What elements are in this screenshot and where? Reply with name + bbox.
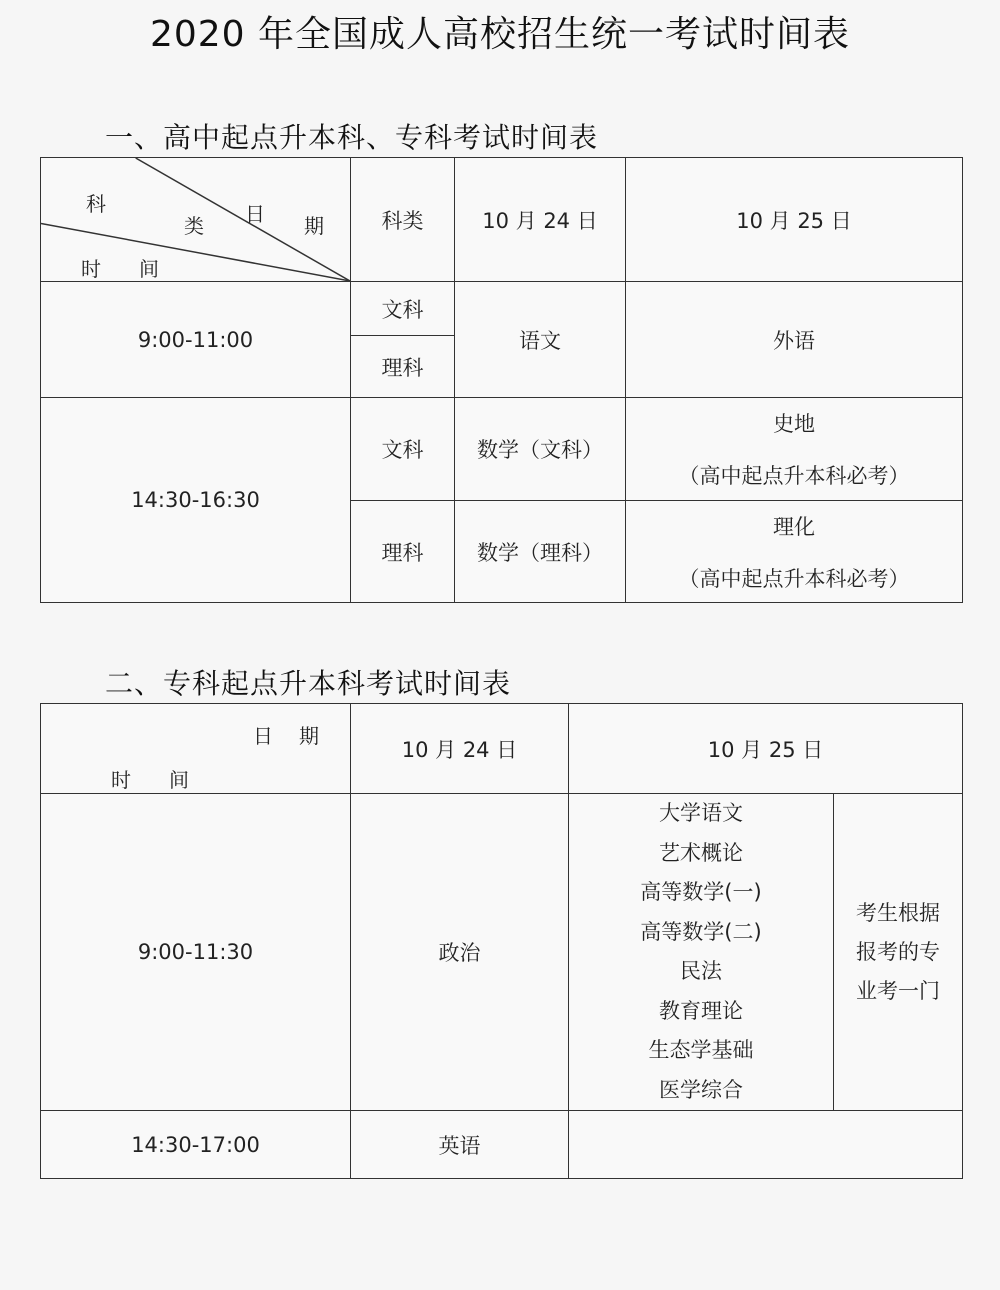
corner-label-ri: 日 [245,202,265,226]
corner-label-jian: 间 [139,257,159,281]
note-line: 报考的专 [856,939,940,964]
table1-corner-cell [41,158,351,282]
afternoon-oct25-wen [626,398,963,501]
table1-morning-row-a [41,282,963,336]
table2-corner-cell [41,704,351,794]
afternoon-oct24-li: 数学（理科） [455,501,626,603]
t2-morning-time: 9:00-11:30 [41,794,351,1111]
section2-heading: 二、专科起点升本科考试时间表 [105,667,512,700]
subject-list-item: 高等数学(一) [640,880,762,904]
morning-time: 9:00-11:00 [41,282,351,398]
morning-category-li: 理科 [351,336,455,398]
afternoon-oct24-wen: 数学（文科） [455,398,626,501]
morning-category-wen: 文科 [351,282,455,336]
corner2-label-ri: 日 [253,724,273,748]
subject-list-item: 生态学基础 [648,1038,754,1062]
afternoon-oct25-li [626,501,963,603]
subject-list-item: 民法 [680,959,722,983]
corner-label-lei: 类 [184,214,204,238]
subject-list-item: 教育理论 [659,998,743,1023]
table2-afternoon-row [41,1111,963,1179]
t2-morning-note [834,794,963,1111]
corner2-label-qi: 期 [299,724,319,748]
page-title: 2020 年全国成人高校招生统一考试时间表 [149,14,851,55]
note-line: 业考一门 [856,978,940,1003]
subject-list-item: 高等数学(二) [640,919,762,944]
schedule-table-1 [40,157,963,603]
t2-afternoon-oct24-subject: 英语 [351,1111,569,1179]
header-date-oct24: 10 月 24 日 [455,158,626,282]
afternoon-oct25-wen-subject: 史地 [773,412,815,436]
subject-list-item: 大学语文 [659,801,743,825]
corner-label-ke: 科 [86,192,106,216]
table2-morning-row [41,794,963,1111]
morning-oct25-subject: 外语 [626,282,963,398]
t2-header-date-oct25: 10 月 25 日 [569,704,963,794]
afternoon-time: 14:30-16:30 [41,398,351,603]
corner2-label-shi: 时 [111,768,131,792]
header-date-oct25: 10 月 25 日 [626,158,963,282]
subject-list-item: 艺术概论 [659,840,743,865]
section1-heading: 一、高中起点升本科、专科考试时间表 [105,121,599,154]
table2-header-row [41,704,963,794]
afternoon-oct25-li-subject: 理化 [773,514,815,539]
subject-list-item: 医学综合 [659,1077,743,1102]
note-line: 考生根据 [856,900,940,925]
table1-afternoon-row-wen [41,398,963,501]
afternoon-category-wen: 文科 [351,398,455,501]
t2-morning-subject-list [569,794,834,1111]
corner-label-shi: 时 [81,257,101,281]
afternoon-oct25-li-note: （高中起点升本科必考） [678,566,910,591]
table1-header-row [41,158,963,282]
afternoon-category-li: 理科 [351,501,455,603]
t2-header-date-oct24: 10 月 24 日 [351,704,569,794]
corner-label-qi: 期 [304,214,324,238]
morning-oct24-subject: 语文 [455,282,626,398]
t2-morning-oct24-subject: 政治 [351,794,569,1111]
afternoon-oct25-wen-note: （高中起点升本科必考） [678,464,910,488]
header-category: 科类 [351,158,455,282]
t2-afternoon-oct25-empty [569,1111,963,1179]
t2-afternoon-time: 14:30-17:00 [41,1111,351,1179]
corner2-label-jian: 间 [169,768,189,792]
schedule-table-2 [40,703,963,1179]
